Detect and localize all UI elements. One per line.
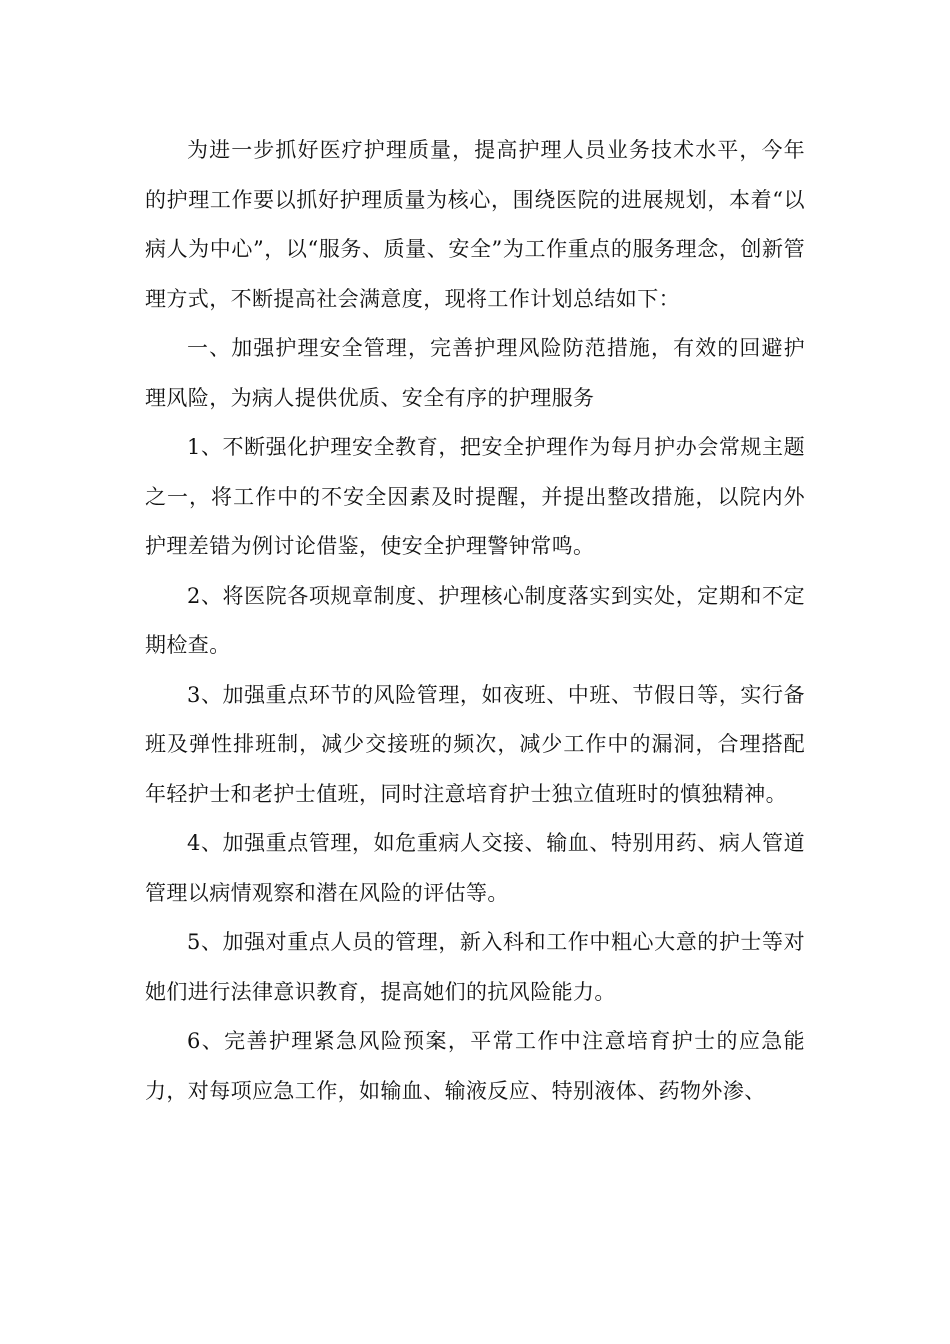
list-item-1: 1、不断强化护理安全教育，把安全护理作为每月护办会常规主题之一，将工作中的不安全因素及时提醒，并提出整改措施，以院内外护理差错为例讨论借鉴，使安全护理警钟常鸣。: [145, 435, 805, 558]
list-item-5: 5、加强对重点人员的管理，新入科和工作中粗心大意的护士等对她们进行法律意识教育，提高她们的抗风险能力。: [145, 930, 805, 1004]
intro-paragraph: 为进一步抓好医疗护理质量，提高护理人员业务技术水平，今年的护理工作要以抓好护理质量为核心，围绕医院的进展规划，本着“以病人为中心”，以“服务、质量、安全”为工作重点的服务理念，创新管理方式，不断提高社会满意度，现将工作计划总结如下：: [145, 138, 805, 311]
section-heading-1: 一、加强护理安全管理，完善护理风险防范措施，有效的回避护理风险，为病人提供优质、安全有序的护理服务: [145, 336, 805, 410]
list-item-3: 3、加强重点环节的风险管理，如夜班、中班、节假日等，实行备班及弹性排班制，减少交接班的频次，减少工作中的漏洞，合理搭配年轻护士和老护士值班，同时注意培育护士独立值班时的慎独精神。: [145, 682, 805, 806]
document-body: [145, 126, 805, 1116]
list-item-4: 4、加强重点管理，如危重病人交接、输血、特别用药、病人管道管理以病情观察和潜在风险的评估等。: [145, 831, 805, 905]
list-item-6: 6、完善护理紧急风险预案，平常工作中注意培育护士的应急能力，对每项应急工作，如输血、输液反应、特别液体、药物外渗、: [145, 1029, 805, 1103]
list-item-2: 2、将医院各项规章制度、护理核心制度落实到实处，定期和不定期检查。: [145, 583, 805, 657]
